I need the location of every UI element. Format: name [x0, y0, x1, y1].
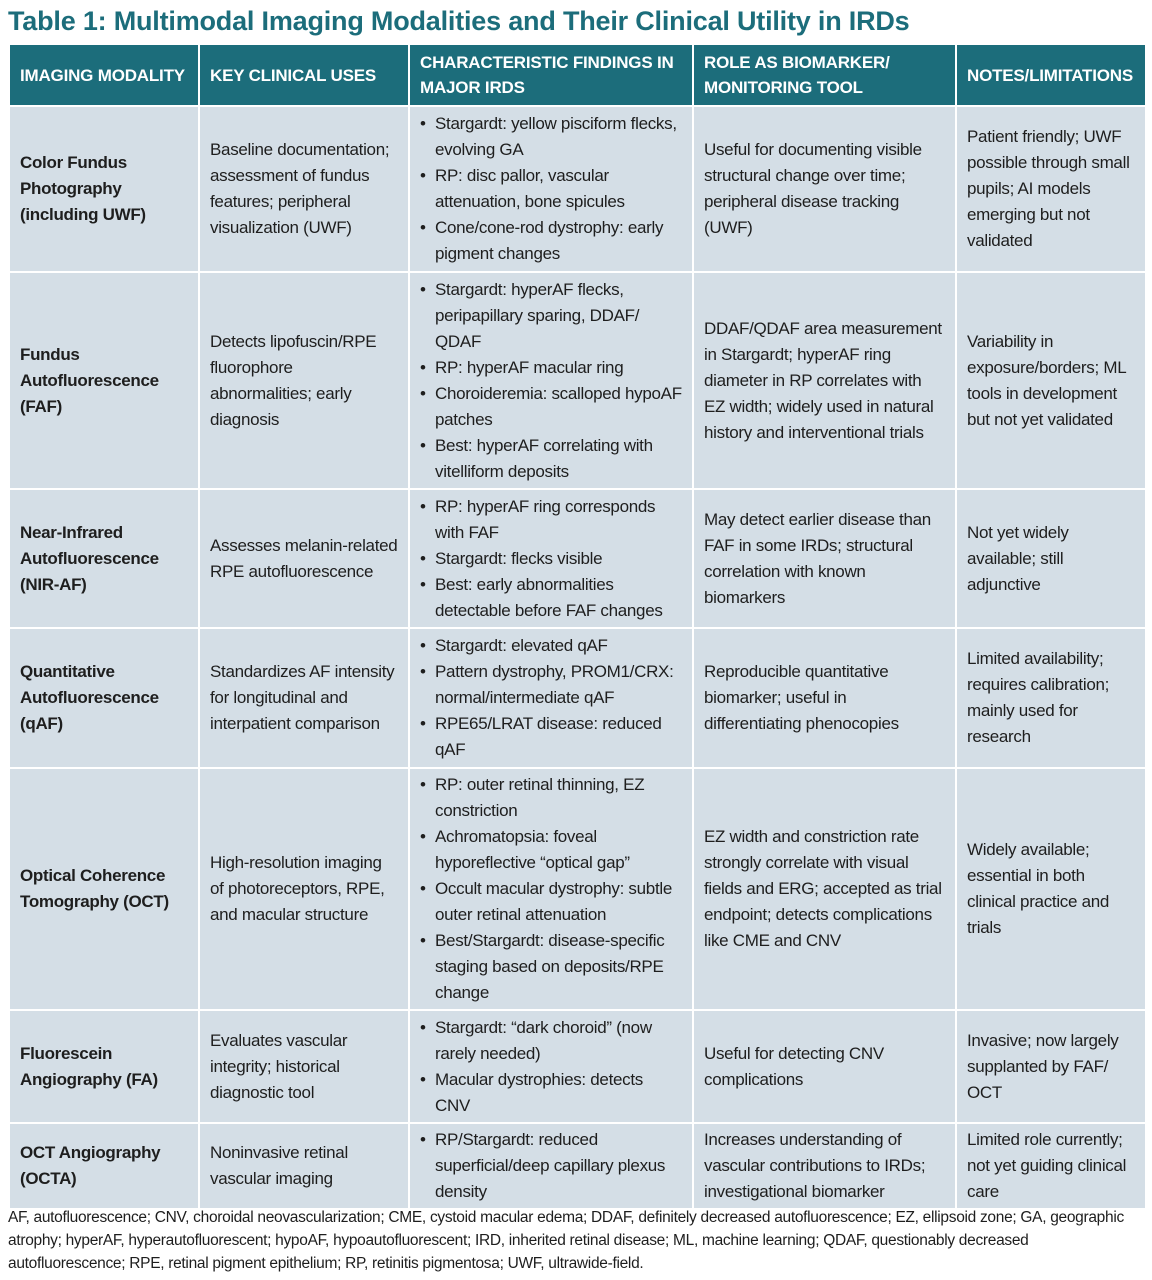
finding-item: • RP: outer retinal thinning, EZ constriction [420, 772, 682, 824]
findings-cell [409, 628, 693, 768]
finding-item: • Pattern dystrophy, PROM1/CRX: normal/intermediate qAF [420, 659, 682, 711]
findings-cell [409, 489, 693, 628]
modality-cell: OCT Angiography (OCTA) [9, 1123, 199, 1209]
header-row [9, 44, 1146, 106]
table-row [9, 1123, 1146, 1209]
notes-cell: Not yet widely available; still adjunctive [956, 489, 1146, 628]
finding-item: • RPE65/LRAT disease: reduced qAF [420, 711, 682, 763]
header-key-clinical-uses: KEY CLINICAL USES [199, 44, 409, 106]
modality-cell: Quantitative Autofluorescence (qAF) [9, 628, 199, 768]
table-row [9, 768, 1146, 1010]
role-cell: May detect earlier disease than FAF in some IRDs; structural correlation with known biomarkers [693, 489, 956, 628]
modality-cell: Color Fundus Photography (including UWF) [9, 106, 199, 272]
finding-item: • RP: hyperAF ring corresponds with FAF [420, 494, 682, 546]
finding-item: • Choroideremia: scalloped hypoAF patches [420, 381, 682, 433]
notes-cell: Widely available; essential in both clinical practice and trials [956, 768, 1146, 1010]
uses-cell: Evaluates vascular integrity; historical diagnostic tool [199, 1010, 409, 1123]
findings-cell [409, 768, 693, 1010]
uses-cell: Assesses melanin-related RPE autofluorescence [199, 489, 409, 628]
table-row [9, 628, 1146, 768]
imaging-modalities-table [8, 43, 1147, 1210]
finding-item: • RP/Stargardt: reduced superficial/deep capillary plexus density [420, 1127, 682, 1205]
modality-cell: Fundus Autofluorescence (FAF) [9, 272, 199, 489]
role-cell: Useful for detecting CNV complications [693, 1010, 956, 1123]
findings-cell [409, 106, 693, 272]
finding-item: • Stargardt: hyperAF flecks, peripapillary sparing, DDAF/ QDAF [420, 277, 682, 355]
header-notes-limitations: NOTES/LIMITATIONS [956, 44, 1146, 106]
role-cell: Increases understanding of vascular contributions to IRDs; investigational biomarker [693, 1123, 956, 1209]
finding-item: • Stargardt: flecks visible [420, 546, 682, 572]
findings-cell [409, 272, 693, 489]
abbreviations-footnote: AF, autofluorescence; CNV, choroidal neovascularization; CME, cystoid macular edema; DDAF, definitely decreased autofluorescence; EZ, ellipsoid zone; GA, geographic atrophy; hyperAF, hyperautofluorescent; hypoAF, hypoautofluorescent; IRD, inherited retinal disease; ML, machine learning; QDAF, questionably decreased autofluorescence; RPE, retinal pigment epithelium; RP, retinitis pigmentosa; UWF, ultrawide-field. [8, 1209, 1124, 1272]
finding-item: • Stargardt: yellow pisciform flecks, evolving GA [420, 111, 682, 163]
findings-cell [409, 1010, 693, 1123]
role-cell: Useful for documenting visible structural change over time; peripheral disease tracking (UWF) [693, 106, 956, 272]
finding-item: • Macular dystrophies: detects CNV [420, 1067, 682, 1119]
table-row [9, 1010, 1146, 1123]
table-row [9, 489, 1146, 628]
role-cell: DDAF/QDAF area measurement in Stargardt; hyperAF ring diameter in RP correlates with EZ width; widely used in natural history and interventional trials [693, 272, 956, 489]
notes-cell: Limited availability; requires calibration; mainly used for research [956, 628, 1146, 768]
uses-cell: Baseline documentation; assessment of fundus features; peripheral visualization (UWF) [199, 106, 409, 272]
modality-cell: Optical Coherence Tomography (OCT) [9, 768, 199, 1010]
uses-cell: Standardizes AF intensity for longitudinal and interpatient comparison [199, 628, 409, 768]
notes-cell: Patient friendly; UWF possible through small pupils; AI models emerging but not validated [956, 106, 1146, 272]
role-cell: EZ width and constriction rate strongly correlate with visual fields and ERG; accepted as trial endpoint; detects complications like CME and CNV [693, 768, 956, 1010]
uses-cell: Noninvasive retinal vascular imaging [199, 1123, 409, 1209]
notes-cell: Invasive; now largely supplanted by FAF/ OCT [956, 1010, 1146, 1123]
finding-item: • Stargardt: elevated qAF [420, 633, 682, 659]
uses-cell: High-resolution imaging of photoreceptors, RPE, and macular structure [199, 768, 409, 1010]
finding-item: • RP: disc pallor, vascular attenuation, bone spicules [420, 163, 682, 215]
finding-item: • Best: hyperAF correlating with vitelliform deposits [420, 433, 682, 485]
header-characteristic-findings: CHARACTERISTIC FINDINGS IN MAJOR IRDS [409, 44, 693, 106]
table-row [9, 272, 1146, 489]
table-row [9, 106, 1146, 272]
uses-cell: Detects lipofuscin/RPE fluorophore abnormalities; early diagnosis [199, 272, 409, 489]
finding-item: • RP: hyperAF macular ring [420, 355, 682, 381]
notes-cell: Limited role currently; not yet guiding clinical care [956, 1123, 1146, 1209]
finding-item: • Stargardt: “dark choroid” (now rarely needed) [420, 1015, 682, 1067]
table-title: Table 1: Multimodal Imaging Modalities and Their Clinical Utility in IRDs [8, 6, 910, 36]
finding-item: • Achromatopsia: foveal hyporeflective “optical gap” [420, 824, 682, 876]
header-biomarker-role: ROLE AS BIOMARKER/ MONITORING TOOL [693, 44, 956, 106]
finding-item: • Best/Stargardt: disease-specific staging based on deposits/RPE change [420, 928, 682, 1006]
notes-cell: Variability in exposure/borders; ML tools in development but not yet validated [956, 272, 1146, 489]
finding-item: • Cone/cone-rod dystrophy: early pigment changes [420, 215, 682, 267]
finding-item: • Occult macular dystrophy: subtle outer retinal attenuation [420, 876, 682, 928]
findings-cell [409, 1123, 693, 1209]
modality-cell: Near-Infrared Autofluorescence (NIR-AF) [9, 489, 199, 628]
modality-cell: Fluorescein Angiography (FA) [9, 1010, 199, 1123]
header-imaging-modality: IMAGING MODALITY [9, 44, 199, 106]
finding-item: • Best: early abnormalities detectable before FAF changes [420, 572, 682, 624]
role-cell: Reproducible quantitative biomarker; useful in differentiating phenocopies [693, 628, 956, 768]
